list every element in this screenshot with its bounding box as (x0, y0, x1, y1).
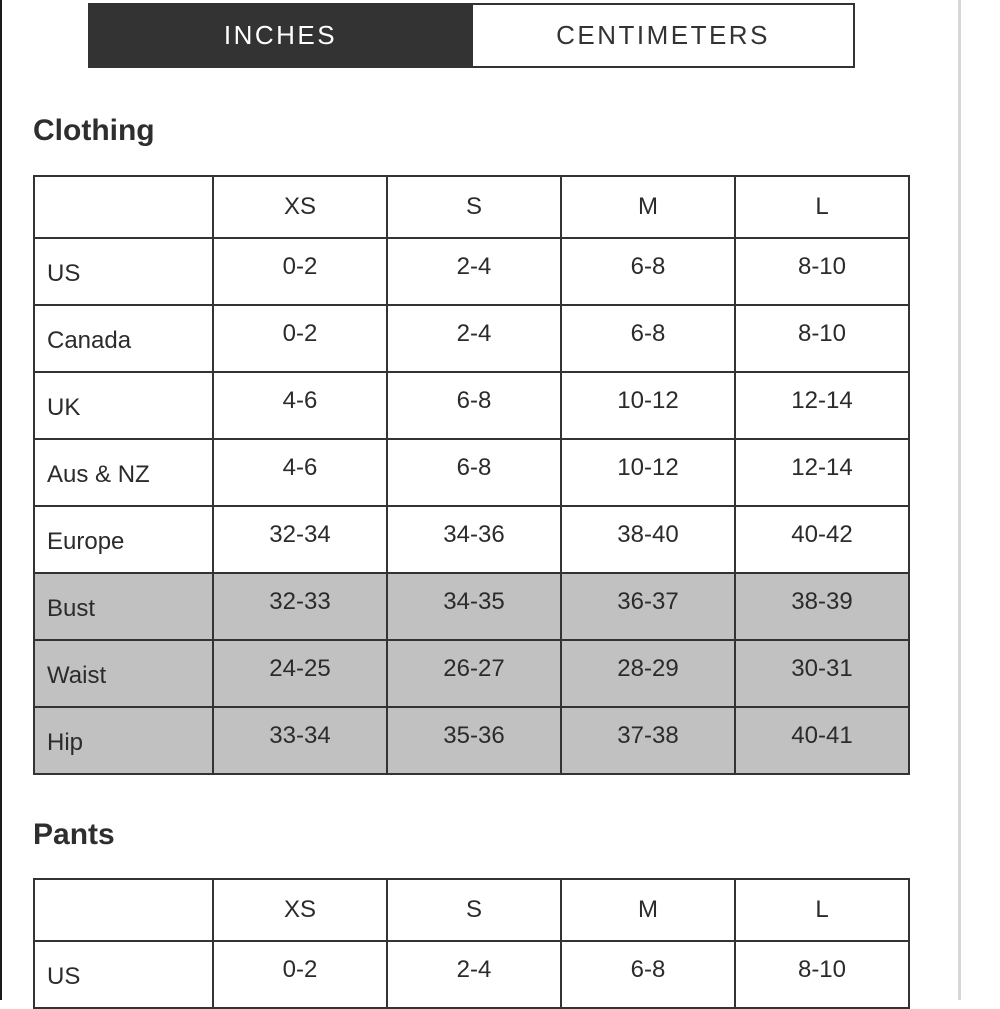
table-cell: 4-6 (213, 372, 387, 439)
row-label: Europe (34, 506, 213, 573)
table-cell: 8-10 (735, 305, 909, 372)
header-corner-cell (34, 879, 213, 941)
table-cell: 8-10 (735, 941, 909, 1008)
scrollbar-track[interactable] (958, 0, 961, 1000)
table-row (34, 372, 909, 439)
centimeters-tab[interactable]: CENTIMETERS (473, 3, 855, 68)
table-cell: 32-33 (213, 573, 387, 640)
table-cell: 10-12 (561, 439, 735, 506)
table-row (34, 305, 909, 372)
table-row (34, 439, 909, 506)
header-size-xs: XS (213, 176, 387, 238)
table-cell: 40-41 (735, 707, 909, 774)
table-cell: 6-8 (561, 238, 735, 305)
table-cell: 0-2 (213, 238, 387, 305)
table-header-row (34, 176, 909, 238)
row-label: Waist (34, 640, 213, 707)
table-cell: 33-34 (213, 707, 387, 774)
table-cell: 37-38 (561, 707, 735, 774)
table-cell: 2-4 (387, 305, 561, 372)
table-cell: 6-8 (561, 305, 735, 372)
inches-tab[interactable]: INCHES (88, 3, 473, 68)
table-cell: 8-10 (735, 238, 909, 305)
table-cell: 34-35 (387, 573, 561, 640)
measurement-row-bust (34, 573, 909, 640)
pants-size-table (33, 878, 910, 1009)
measurement-row-waist (34, 640, 909, 707)
header-size-s: S (387, 879, 561, 941)
row-label: US (34, 238, 213, 305)
clothing-section-title: Clothing (33, 114, 155, 147)
table-cell: 10-12 (561, 372, 735, 439)
table-cell: 4-6 (213, 439, 387, 506)
row-label: Bust (34, 573, 213, 640)
left-border (0, 0, 2, 1000)
row-label: Canada (34, 305, 213, 372)
header-size-l: L (735, 176, 909, 238)
table-cell: 26-27 (387, 640, 561, 707)
unit-toggle (88, 3, 855, 68)
header-size-l: L (735, 879, 909, 941)
row-label: UK (34, 372, 213, 439)
table-cell: 2-4 (387, 238, 561, 305)
header-size-xs: XS (213, 879, 387, 941)
table-cell: 12-14 (735, 372, 909, 439)
header-size-s: S (387, 176, 561, 238)
table-cell: 6-8 (387, 439, 561, 506)
table-cell: 36-37 (561, 573, 735, 640)
table-header-row (34, 879, 909, 941)
table-cell: 38-40 (561, 506, 735, 573)
table-cell: 40-42 (735, 506, 909, 573)
table-cell: 32-34 (213, 506, 387, 573)
table-row (34, 941, 909, 1008)
header-corner-cell (34, 176, 213, 238)
pants-section-title: Pants (33, 818, 115, 851)
table-cell: 28-29 (561, 640, 735, 707)
table-cell: 0-2 (213, 305, 387, 372)
table-cell: 2-4 (387, 941, 561, 1008)
table-cell: 12-14 (735, 439, 909, 506)
measurement-row-hip (34, 707, 909, 774)
header-size-m: M (561, 879, 735, 941)
table-cell: 24-25 (213, 640, 387, 707)
row-label: Aus & NZ (34, 439, 213, 506)
row-label: US (34, 941, 213, 1008)
row-label: Hip (34, 707, 213, 774)
table-row (34, 238, 909, 305)
table-row (34, 506, 909, 573)
table-cell: 35-36 (387, 707, 561, 774)
table-cell: 6-8 (561, 941, 735, 1008)
table-cell: 38-39 (735, 573, 909, 640)
clothing-size-table (33, 175, 910, 775)
table-cell: 30-31 (735, 640, 909, 707)
table-cell: 0-2 (213, 941, 387, 1008)
table-cell: 6-8 (387, 372, 561, 439)
header-size-m: M (561, 176, 735, 238)
table-cell: 34-36 (387, 506, 561, 573)
